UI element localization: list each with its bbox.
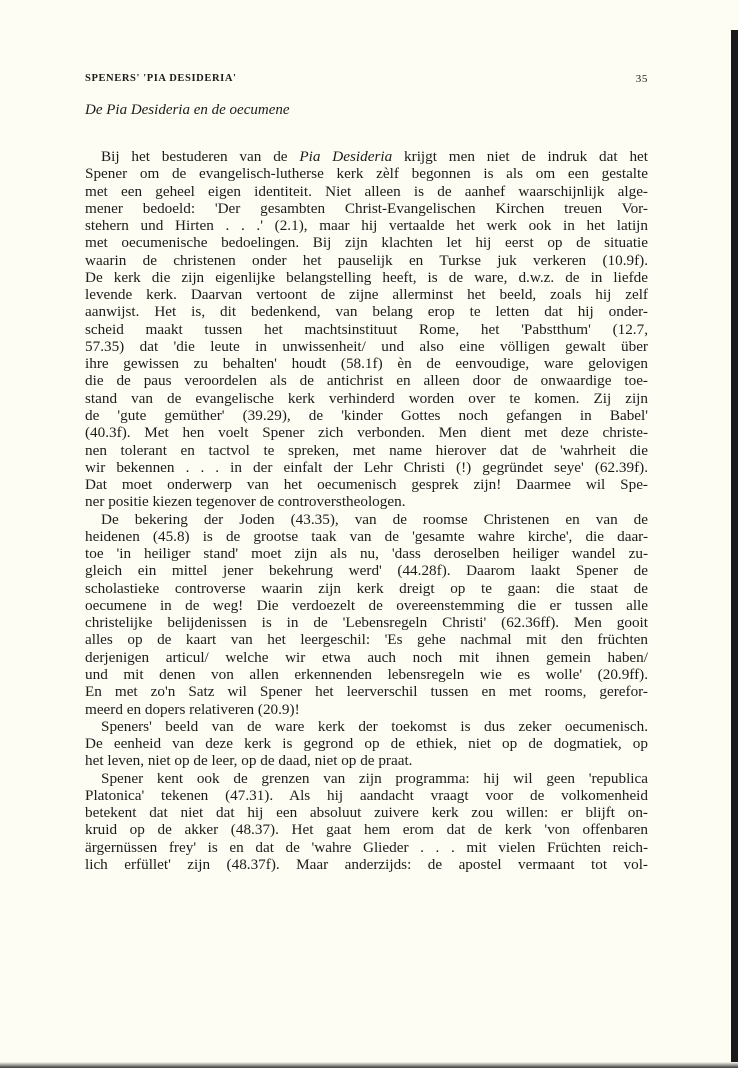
text-line: und mit denen von allen erkennenden lebensregeln wie es wolle' (20.9ff). <box>85 665 648 683</box>
text-line: ihre gewissen zu behalten' houdt (58.1f) èn de eenvoudige, ware gelovigen <box>85 355 648 373</box>
text-line: met een geheel eigen identiteit. Niet alleen is de aanhef waarschijnlijk alge- <box>85 182 648 200</box>
text-line: Spener om de evangelisch-lutherse kerk zèlf begonnen is als om een gestalte <box>85 165 648 183</box>
text-line: gleich ein mittel jener bekehrung werd' (44.28f). Daarom laakt Spener de <box>85 562 648 580</box>
text-line: toe 'in heiliger stand' moet zijn als nu, 'dass deroselben heiliger wandel zu- <box>85 545 648 563</box>
text-line: levende kerk. Daarvan vertoont de zijne allerminst het beeld, zoals hij zelf <box>85 286 648 304</box>
text-line: nen tolerant en tactvol te spreken, met name hierover dat de 'wahrheit die <box>85 441 648 459</box>
text-line: ner positie kiezen tegenover de controverstheologen. <box>85 493 406 511</box>
text-line: derjenigen articul/ welche wir etwa auch noch mit ihnen gemein haben/ <box>85 648 648 666</box>
text-line: wir bekennen . . . in der einfalt der Lehr Christi (!) gegründet seye' (62.39f). <box>85 458 648 476</box>
text-line: met oecumenische bedoelingen. Bij zijn klachten let hij eerst op de situatie <box>85 234 648 252</box>
text-line: stand van de evangelische kerk verhinderd worden over te komen. Zij zijn <box>85 389 648 407</box>
text-line: heidenen (45.8) is de grootse taak van de 'gesamte wahre kirche', die daar- <box>85 527 648 545</box>
text-line: 57.35) dat 'die leute in unwissenheit/ und also eine völligen gewalt über <box>85 337 648 355</box>
text-line: Platonica' tekenen (47.31). Als hij aandacht vraagt voor de volkomenheid <box>85 786 648 804</box>
text-line: aanwijst. Het is, dit bedenkend, van belang erop te letten dat hij onder- <box>85 303 648 321</box>
text-line: stehern und Hirten . . .' (2.1), maar hij vertaalde het werk ook in het latijn <box>85 217 648 235</box>
text-line: scheid maakt tussen het machtsinstituut Rome, het 'Pabstthum' (12.7, <box>85 320 648 338</box>
text-line: ärgernüssen frey' is en dat de 'wahre Glieder . . . mit vielen Früchten reich- <box>85 838 648 856</box>
text-line: De kerk die zijn eigenlijke belangstelling heeft, is de ware, d.w.z. de in liefde <box>85 268 648 286</box>
running-head <box>85 73 648 84</box>
body-text <box>85 148 648 873</box>
text-line: Spener kent ook de grenzen van zijn programma: hij wil geen 'republica <box>101 769 648 787</box>
text-line: meerd en dopers relativeren (20.9)! <box>85 700 300 718</box>
text-line: scholastieke controverse waarin zijn kerk dreigt op te gaan: die staat de <box>85 579 648 597</box>
text-line: (40.3f). Met hen voelt Spener zich verbonden. Men dient met deze christe- <box>85 424 648 442</box>
text-line: de 'gute gemüther' (39.29), de 'kinder Gottes noch gefangen in Babel' <box>85 406 648 424</box>
running-head-title: SPENERS' 'PIA DESIDERIA' <box>85 73 237 84</box>
text-line: Speners' beeld van de ware kerk der toekomst is dus zeker oecumenisch. <box>101 717 648 735</box>
scan-edge-bottom <box>0 1062 738 1068</box>
page-number: 35 <box>635 73 648 85</box>
text-line: En met zo'n Satz wil Spener het leerverschil tussen en met rooms, gerefor- <box>85 683 648 701</box>
scan-edge-right <box>731 30 738 1068</box>
text-line: die de paus veroordelen als de antichrist en alleen door de onwaardige toe- <box>85 372 648 390</box>
text-line: alles op de kaart van het leergeschil: 'Es gehe nachmal mit den früchten <box>85 631 648 649</box>
text-line: De eenheid van deze kerk is gegrond op de ethiek, niet op de dogmatiek, op <box>85 735 648 753</box>
text-line: waarin de christenen onder het pauselijk en Turkse juk verkeren (10.9f). <box>85 251 648 269</box>
book-title: Pia Desideria <box>299 148 393 165</box>
text-line: Bij het bestuderen van de Pia Desideria krijgt men niet de indruk dat het <box>101 148 648 165</box>
text-line: lich erfüllet' zijn (48.37f). Maar anderzijds: de apostel vermaant tot vol- <box>85 855 648 873</box>
text-line: kruid op de akker (48.37). Het gaat hem erom dat de kerk 'von offenbaren <box>85 821 648 839</box>
text-line: christelijke belijdenissen is in de 'Lebensregeln Christi' (62.36ff). Men gooit <box>85 614 648 632</box>
text-line: Dat moet onderwerp van het oecumenisch gesprek zijn! Daarmee wil Spe- <box>85 476 648 494</box>
text-line: mener bedoeld: 'Der gesambten Christ-Evangelischen Kirchen treuen Vor- <box>85 199 648 217</box>
section-title: De Pia Desideria en de oecumene <box>85 102 290 118</box>
text-line: het leven, niet op de leer, op de daad, niet op de praat. <box>85 752 413 770</box>
text-line: De bekering der Joden (43.35), van de roomse Christenen en van de <box>101 510 648 528</box>
text-line: betekent dat niet dat hij een absoluut zuivere kerk zou willen: er blijft on- <box>85 804 648 822</box>
text-line: oecumene in de weg! Die verdoezelt de overeenstemming die er tussen alle <box>85 596 648 614</box>
